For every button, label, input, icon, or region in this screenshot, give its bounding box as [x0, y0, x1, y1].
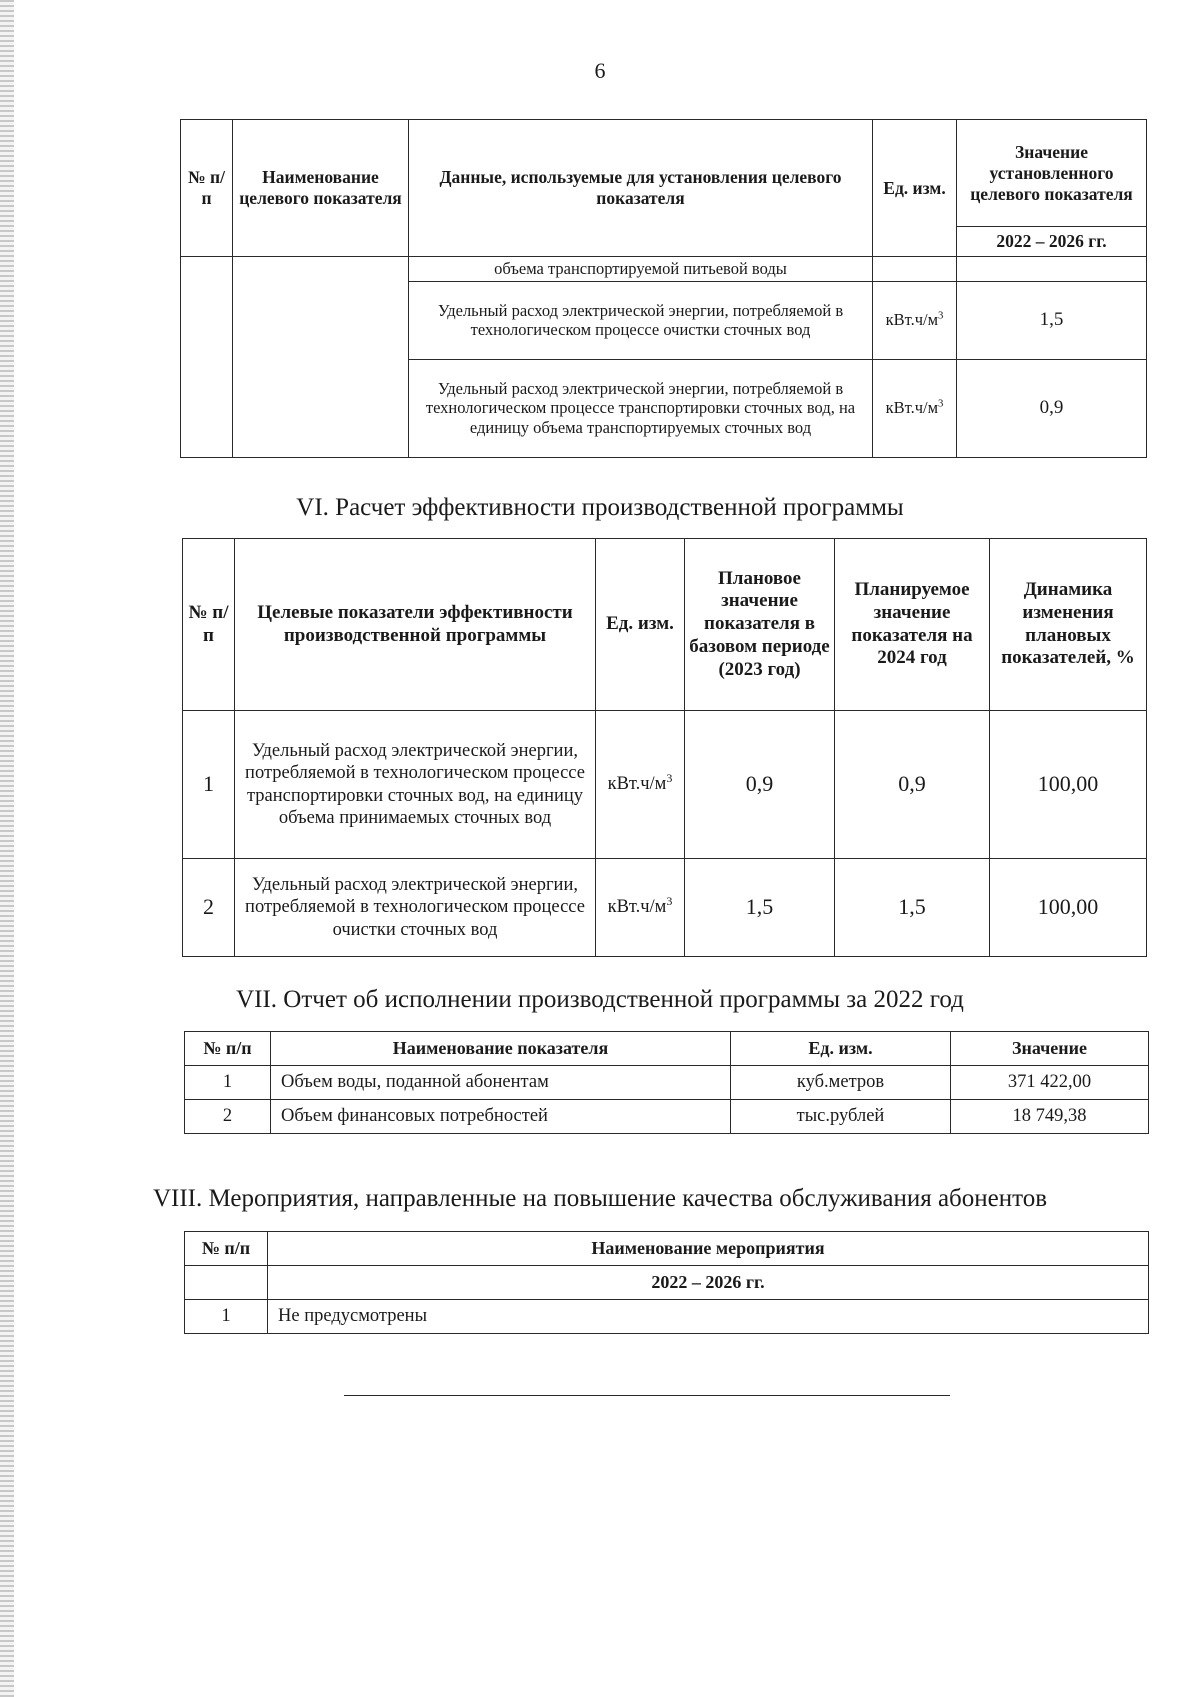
cell-num [181, 257, 233, 458]
cell-indicator: Удельный расход электрической энергии, потребляемой в технологическом процессе очистки сточных вод [235, 859, 596, 957]
cell-num: 1 [185, 1066, 271, 1100]
cell-num: 1 [183, 711, 235, 859]
cell-plan: 1,5 [835, 859, 990, 957]
cell-unit: тыс.рублей [731, 1100, 951, 1134]
cell-value: 371 422,00 [951, 1066, 1149, 1100]
col-header-unit: Ед. изм. [596, 539, 685, 711]
table-row [185, 1100, 1149, 1134]
period-label: 2022 – 2026 гг. [268, 1266, 1149, 1300]
cell-unit: $кВт.ч/м^3$ [596, 711, 685, 859]
cell-name: Объем финансовых потребностей [271, 1100, 731, 1134]
cell-data: Удельный расход электрической энергии, потребляемой в технологическом процессе транспортировки сточных вод, на единицу объема транспортируемых сточных вод [409, 359, 873, 457]
col-header-num: № п/п [185, 1032, 271, 1066]
cell-value: 1,5 [957, 281, 1147, 359]
col-header-unit: Ед. изм. [873, 120, 957, 257]
table-row [185, 1300, 1149, 1334]
cell-dynamics: 100,00 [990, 711, 1147, 859]
page-number: 6 [594, 58, 606, 83]
cell-value [957, 257, 1147, 282]
col-header-unit: Ед. изм. [731, 1032, 951, 1066]
col-header-indicator: Целевые показатели эффективности производственной программы [235, 539, 596, 711]
cell-base: 0,9 [685, 711, 835, 859]
col-header-value: Значение установленного целевого показателя [957, 120, 1147, 227]
cell-indicator: Удельный расход электрической энергии, потребляемой в технологическом процессе транспортировки сточных вод, на единицу объема принимаемых сточных вод [235, 711, 596, 859]
section-8-title: VIII. Мероприятия, направленные на повышение качества обслуживания абонентов [152, 1185, 1048, 1212]
table-row [183, 859, 1147, 957]
col-header-data: Данные, используемые для установления целевого показателя [409, 120, 873, 257]
cell-data: Удельный расход электрической энергии, потребляемой в технологическом процессе очистки сточных вод [409, 281, 873, 359]
cell-name: Объем воды, поданной абонентам [271, 1066, 731, 1100]
cell-unit: куб.метров [731, 1066, 951, 1100]
efficiency-table [182, 538, 1147, 957]
col-header-name: Наименование мероприятия [268, 1232, 1149, 1266]
table-row [183, 711, 1147, 859]
col-header-value: Значение [951, 1032, 1149, 1066]
target-indicators-table [180, 119, 1147, 458]
cell-unit: $кВт.ч/м^3$ [873, 359, 957, 457]
col-header-base: Плановое значение показателя в базовом периоде (2023 год) [685, 539, 835, 711]
scan-edge [0, 0, 14, 1697]
cell-plan: 0,9 [835, 711, 990, 859]
col-header-period: 2022 – 2026 гг. [957, 227, 1147, 257]
col-header-plan: Планируемое значение показателя на 2024 год [835, 539, 990, 711]
end-separator-line [344, 1395, 950, 1396]
cell-base: 1,5 [685, 859, 835, 957]
col-header-dynamics: Динамика изменения плановых показателей, % [990, 539, 1147, 711]
cell-value: 18 749,38 [951, 1100, 1149, 1134]
measures-table [184, 1231, 1149, 1334]
section-6-title: VI. Расчет эффективности производственной программы [296, 494, 904, 521]
table-row [185, 1066, 1149, 1100]
cell-name: Не предусмотрены [268, 1300, 1149, 1334]
cell-empty [185, 1266, 268, 1300]
cell-num: 2 [185, 1100, 271, 1134]
col-header-num: № п/п [181, 120, 233, 257]
cell-name [233, 257, 409, 458]
cell-data: объема транспортируемой питьевой воды [409, 257, 873, 282]
col-header-num: № п/п [185, 1232, 268, 1266]
cell-unit [873, 257, 957, 282]
cell-dynamics: 100,00 [990, 859, 1147, 957]
cell-value: 0,9 [957, 359, 1147, 457]
col-header-num: № п/п [183, 539, 235, 711]
table-row [181, 257, 1147, 282]
section-7-title: VII. Отчет об исполнении производственной программы за 2022 год [236, 986, 964, 1013]
report-table [184, 1031, 1149, 1134]
col-header-name: Наименование показателя [271, 1032, 731, 1066]
cell-unit: $кВт.ч/м^3$ [596, 859, 685, 957]
col-header-name: Наименование целевого показателя [233, 120, 409, 257]
cell-num: 2 [183, 859, 235, 957]
cell-num: 1 [185, 1300, 268, 1334]
cell-unit: $кВт.ч/м^3$ [873, 281, 957, 359]
